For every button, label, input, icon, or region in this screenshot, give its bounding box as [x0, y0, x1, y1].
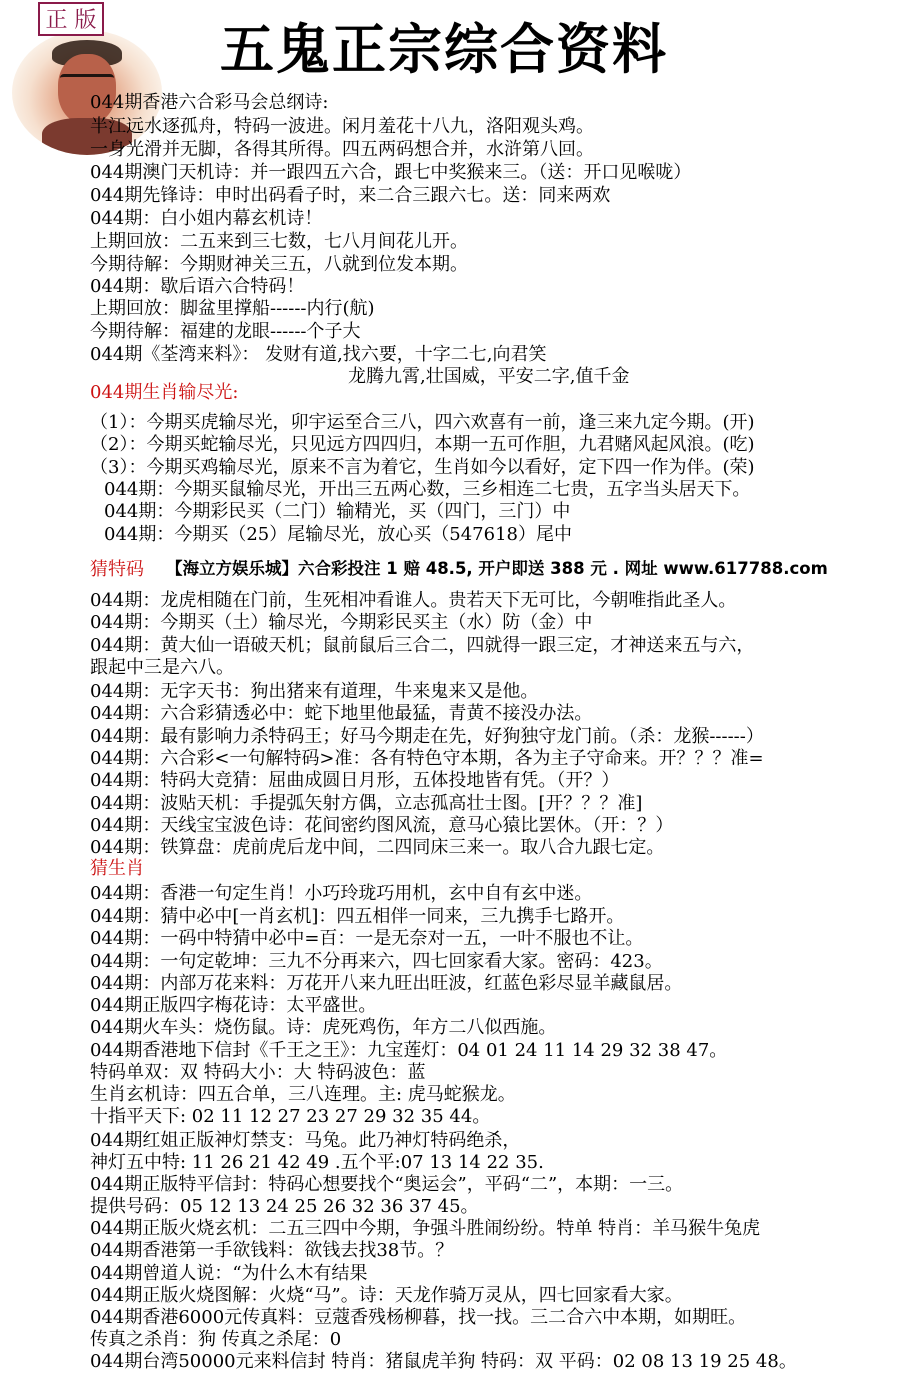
text-line: 044期香港地下信封《千王之王》：九宝莲灯：04 01 24 11 14 29 32 38 47。 — [90, 1040, 728, 1061]
text-line: 044期：一码中特猜中必中=百：一是无奈对一五，一叶不服也不让。 — [90, 928, 644, 949]
text-line: 044期：波贴天机：手提弧矢射方偶，立志孤高壮士图。[开？？？准] — [90, 793, 643, 814]
text-line: 044期香港六合彩马会总纲诗: — [90, 92, 329, 113]
text-line: 044期先锋诗：申时出码看子时，来二合三跟六七。送：同来两欢 — [90, 185, 611, 206]
text-line: 特码单双：双 特码大小：大 特码波色：蓝 — [90, 1062, 426, 1083]
text-line: 044期：特码大竞猜：屈曲成圆日月形，五体投地皆有凭。（开？） — [90, 770, 620, 791]
text-line: 跟起中三是六八。 — [90, 657, 234, 678]
text-line: 今期待解：今期财神关三五，八就到位发本期。 — [90, 254, 468, 275]
text-line: 044期正版火烧图解：火烧“马”。诗：天龙作骑万灵从，四七回家看大家。 — [90, 1285, 683, 1306]
genuine-badge: 正 版 — [38, 2, 104, 36]
text-line: 044期曾道人说：“为什么木有结果 — [90, 1263, 368, 1284]
text-line: 044期：今期买（土）输尽光，今期彩民买主（水）防（金）中 — [90, 612, 593, 633]
section-heading: 044期生肖输尽光: — [90, 382, 239, 403]
portrait-glasses — [60, 74, 114, 87]
text-line: 044期正版特平信封：特码心想要找个“奥运会”，平码“二”，本期：一三。 — [90, 1174, 684, 1195]
text-line: 044期：内部万花来料：万花开八来九旺出旺波，红蓝色彩尽显羊藏鼠居。 — [90, 973, 683, 994]
text-line: 044期：六合彩猜透必中：蛇下地里他最猛，青黄不接没办法。 — [90, 703, 593, 724]
text-line: 044期：一句定乾坤：三九不分再来六，四七回家看大家。密码：423。 — [90, 951, 663, 972]
text-line: 十指平天下: 02 11 12 27 23 27 29 32 35 44。 — [90, 1106, 491, 1127]
text-line: 今期待解：福建的龙眼------个子大 — [90, 321, 361, 342]
text-line: 044期香港第一手欲钱料：欲钱去找38节。？ — [90, 1240, 454, 1261]
text-line: 044期正版四字梅花诗：太平盛世。 — [90, 995, 377, 1016]
text-line: 传真之杀肖：狗 传真之杀尾：0 — [90, 1329, 342, 1350]
text-line: 044期：猜中必中[一肖玄机]：四五相伴一同来，三九携手七路开。 — [90, 906, 625, 927]
text-line: 044期：六合彩<一句解特码>准：各有特色守本期，各为主子守命来。开？？？准= — [90, 748, 764, 769]
text-line: 一身光滑并无脚，各得其所得。四五两码想合并，水浒第八回。 — [90, 139, 594, 160]
text-line: 044期红姐正版神灯禁支：马兔。此乃神灯特码绝杀， — [90, 1130, 521, 1151]
text-line: 044期正版火烧玄机：二五三四中今期，争强斗胜闹纷纷。特单 特肖：羊马猴牛兔虎 — [90, 1218, 761, 1239]
text-line: 044期：天线宝宝波色诗：花间密约图风流，意马心猿比罢休。（开：？） — [90, 815, 674, 836]
text-line: 上期回放：二五来到三七数，七八月间花儿开。 — [90, 231, 468, 252]
text-line: 044期：今期买鼠输尽光，开出三五两心数，三乡相连二七贵，五字当头居天下。 — [104, 479, 751, 500]
text-line: 上期回放：脚盆里撑船------内行(航) — [90, 298, 375, 319]
text-line: （1）：今期买虎输尽光，卯宇运至合三八，四六欢喜有一前，逢三来九定今期。(开) — [90, 412, 755, 433]
text-line: 044期：最有影响力杀特码王；好马今期走在先，好狗独守龙门前。（杀：龙猴------） — [90, 726, 764, 747]
text-line: 神灯五中特: 11 26 21 42 49 .五个平:07 13 14 22 35. — [90, 1152, 544, 1173]
text-line: 044期：今期彩民买（二门）输精光，买（四门，三门）中 — [104, 501, 571, 522]
text-line: 提供号码：05 12 13 24 25 26 32 36 37 45。 — [90, 1196, 479, 1217]
text-line: 044期：香港一句定生肖！小巧玲珑巧用机，玄中自有玄中迷。 — [90, 883, 593, 904]
text-line: 044期香港6000元传真料：豆蔻香残杨柳暮，找一找。三二合六中本期，如期旺。 — [90, 1307, 747, 1328]
text-line: 044期《荃湾来料》： 发财有道,找六要，十字二七,向君笑 — [90, 344, 547, 365]
text-line: 044期台湾50000元来料信封 特肖：猪鼠虎羊狗 特码：双 平码：02 08 13 19 25 48。 — [90, 1351, 797, 1372]
page-title: 五鬼正宗综合资料 — [220, 17, 668, 81]
text-line: 044期：黄大仙一语破天机；鼠前鼠后三合二，四就得一跟三定，才神送来五与六， — [90, 635, 755, 656]
text-line: 044期：今期买（25）尾输尽光，放心买（547618）尾中 — [104, 524, 572, 545]
text-line: 044期：无字天书：狗出猪来有道理，牛来鬼来又是他。 — [90, 681, 539, 702]
text-line: 044期火车头：烧伤鼠。诗：虎死鸡伤，年方二八似西施。 — [90, 1017, 557, 1038]
section-heading: 猜生肖 — [90, 858, 144, 879]
section-heading: 猜特码 — [90, 559, 144, 580]
text-line: 半江远水逐孤舟，特码一波进。闲月羞花十八九，洛阳观头鸡。 — [90, 116, 594, 137]
text-line: （3）：今期买鸡输尽光，原来不言为着它，生肖如今以看好，定下四一作为伴。(荣) — [90, 457, 755, 478]
text-line: 生肖玄机诗：四五合单，三八连理。主: 虎马蛇猴龙。 — [90, 1084, 516, 1105]
text-line: 044期：歇后语六合特码！ — [90, 276, 305, 297]
text-line: 044期：龙虎相随在门前，生死相冲看谁人。贵若天下无可比，今朝唯指此圣人。 — [90, 590, 737, 611]
text-line: 龙腾九霄,壮国威，平安二字,值千金 — [348, 366, 630, 387]
text-line: 044期澳门天机诗：并一跟四五六合，跟七中奖猴来三。（送：开口见喉咙） — [90, 162, 692, 183]
ad-banner: 【海立方娱乐城】六合彩投注 1 赔 48.5, 开户即送 388 元 . 网址 www.617788.com — [166, 559, 828, 578]
text-line: 044期：白小姐内幕玄机诗！ — [90, 208, 323, 229]
text-line: （2）：今期买蛇输尽光，只见远方四四归，本期一五可作胆，九君赌风起风浪。(吃) — [90, 434, 755, 455]
text-line: 044期：铁算盘：虎前虎后龙中间，二四同床三来一。取八合九跟七定。 — [90, 837, 665, 858]
